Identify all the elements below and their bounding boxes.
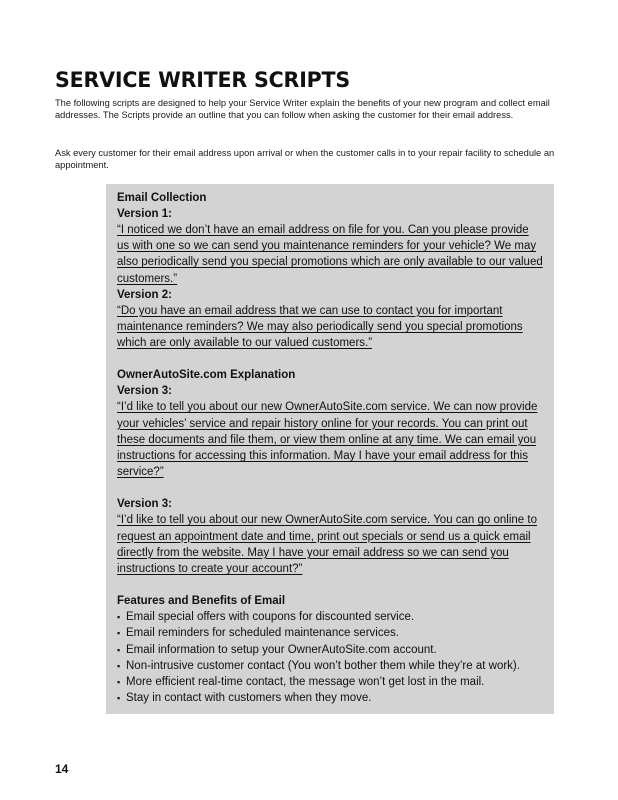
bullet-icon: ▪ bbox=[117, 693, 121, 704]
list-item: ▪ Non-intrusive customer contact (You won’t bother them while they’re at work). bbox=[117, 658, 544, 674]
instruction-paragraph: Ask every customer for their email address upon arrival or when the customer calls in to your repair facility to schedule an appointment. bbox=[55, 148, 555, 171]
bullet-icon: ▪ bbox=[117, 628, 121, 639]
scripts-box bbox=[106, 184, 554, 714]
features-list bbox=[117, 609, 544, 706]
bullet-icon: ▪ bbox=[117, 660, 121, 671]
page-number: 14 bbox=[55, 762, 69, 776]
version-3a-script: “I’d like to tell you about our new OwnerAutoSite.com service. We can now provide your vehicles’ service and repair history online for your records. You can print out these documents and file them, or view them online at any time. We can email you instructions for accessing this information. May I have your email address for this service?” bbox=[117, 401, 538, 479]
version-1-label: Version 1: bbox=[117, 208, 172, 220]
intro-paragraph: The following scripts are designed to help your Service Writer explain the benefits of your new program and collect email addresses. The Scripts provide an outline that you can follow when asking the customer for their email address. bbox=[55, 98, 550, 121]
version-2-script: “Do you have an email address that we can use to contact you for important maintenance reminders? We may also periodically send you special promotions which are only available to our valued customers.” bbox=[117, 304, 523, 350]
list-item: ▪ Email special offers with coupons for discounted service. bbox=[117, 609, 544, 625]
page-title: SERVICE WRITER SCRIPTS bbox=[55, 68, 351, 92]
bullet-icon: ▪ bbox=[117, 612, 121, 623]
features-heading: Features and Benefits of Email bbox=[117, 595, 286, 608]
explanation-heading: OwnerAutoSite.com Explanation bbox=[117, 369, 296, 382]
email-collection-heading: Email Collection bbox=[117, 192, 207, 204]
version-1-script: “I noticed we don’t have an email address on file for you. Can you please provide us with one so we can send you maintenance reminders for your vehicle? We may also periodically send you special promotions which are only available to our valued customers.” bbox=[117, 224, 543, 285]
list-item: ▪ More efficient real-time contact, the message won’t get lost in the mail. bbox=[117, 674, 544, 690]
bullet-icon: ▪ bbox=[117, 677, 121, 688]
list-item: ▪ Email information to setup your OwnerAutoSite.com account. bbox=[117, 642, 544, 658]
version-2-label: Version 2: bbox=[117, 288, 172, 301]
version-3b-label: Version 3: bbox=[117, 498, 172, 511]
list-item: ▪ Stay in contact with customers when they move. bbox=[117, 690, 544, 706]
version-3b-script: “I’d like to tell you about our new OwnerAutoSite.com service. You can go online to request an appointment date and time, print out specials or send us a quick email directly from the website. May I have your email address so we can send you instructions to create your account?” bbox=[117, 514, 537, 576]
list-item: ▪ Email reminders for scheduled maintenance services. bbox=[117, 625, 544, 641]
version-3a-label: Version 3: bbox=[117, 385, 172, 398]
bullet-icon: ▪ bbox=[117, 644, 121, 655]
